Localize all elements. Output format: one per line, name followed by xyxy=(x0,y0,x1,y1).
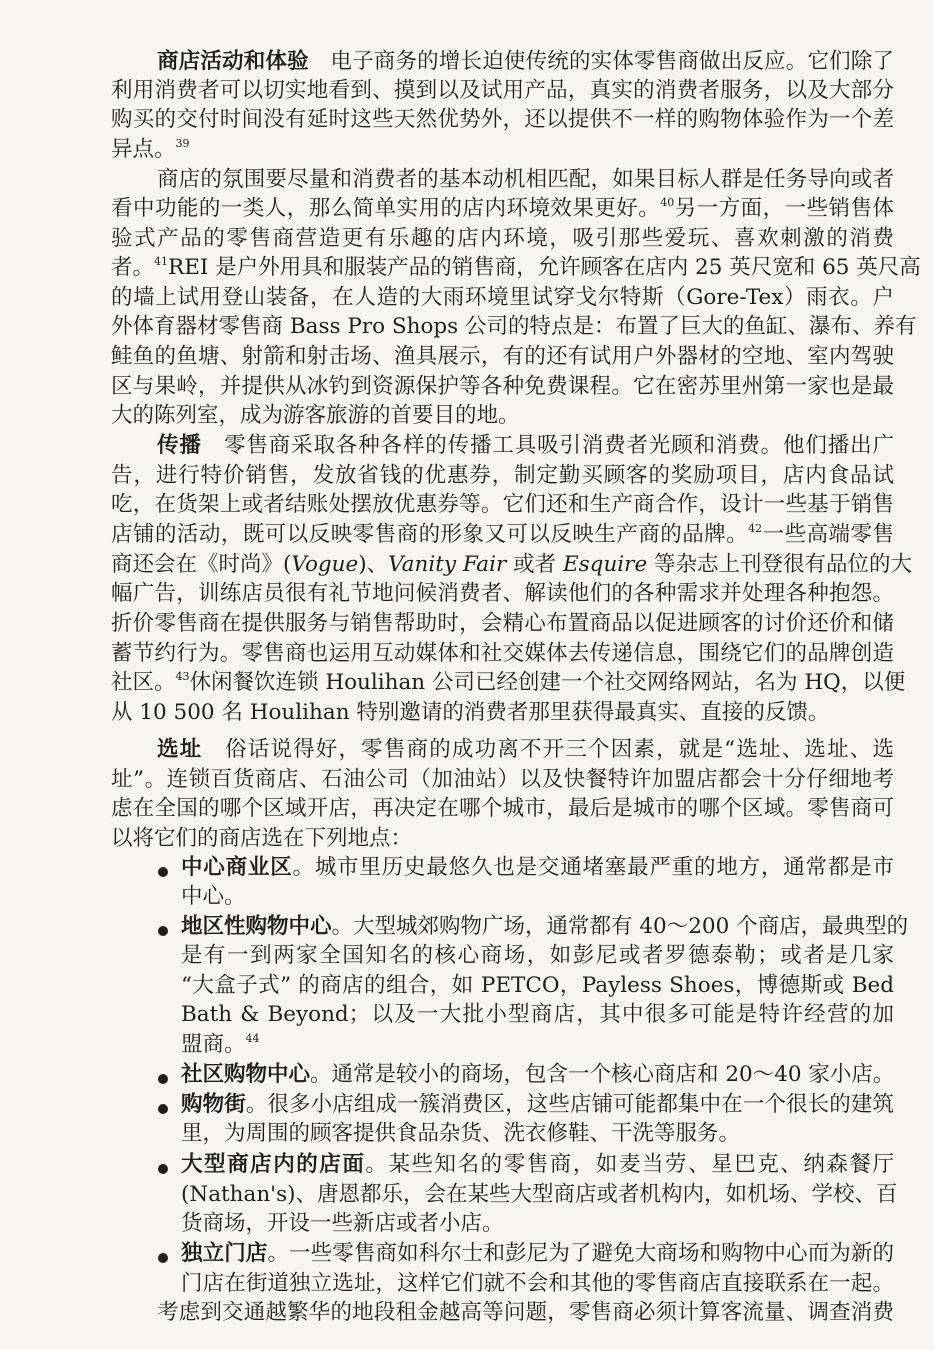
body-text: 中心。 xyxy=(181,884,246,909)
text-line xyxy=(111,284,894,312)
text-line xyxy=(157,1299,894,1327)
body-text: 大的陈列室，成为游客旅游的首要目的地。 xyxy=(111,403,520,428)
body-text: 等杂志上刊登很有品位的大 xyxy=(647,552,913,577)
body-text: 址”。连锁百货商店、石油公司（加油站）以及快餐特许加盟店都会十分仔细地考 xyxy=(111,767,894,792)
bullet-icon xyxy=(158,926,168,936)
body-text: 是有一到两家全国知名的核心商场，如彭尼或者罗德泰勒；或者是几家 xyxy=(181,943,894,968)
section-heading: 地区性购物中心 xyxy=(181,914,332,939)
body-text: 货商场，开设一些新店或者小店。 xyxy=(181,1211,504,1236)
body-text: 的墙上试用登山装备，在人造的大雨环境里试穿戈尔特斯（Gore-Tex）雨衣。户 xyxy=(111,285,894,310)
body-text: 购买的交付时间没有延时这些天然优势外，还以提供不一样的购物体验作为一个差 xyxy=(111,107,894,132)
body-text: 蓄节约行为。零售商也运用互动媒体和社交媒体去传递信息，围绕它们的品牌创造 xyxy=(111,641,894,666)
body-text: 看中功能的一类人，那么简单实用的店内环境效果更好。 xyxy=(111,196,661,221)
list-item-line xyxy=(181,1210,894,1238)
body-text: 。一些零售商如科尔士和彭尼为了避免大商场和购物中心而为新的 xyxy=(267,1241,894,1266)
text-line xyxy=(111,699,894,727)
list-item-line xyxy=(181,913,909,941)
body-text: (Nathan's)、唐恩都乐，会在某些大型商店或者机构内，如机场、学校、百 xyxy=(181,1182,898,1207)
text-line xyxy=(111,313,917,341)
body-text: 或者 xyxy=(506,552,563,577)
body-text: 。城市里历史最悠久也是交通堵塞最严重的地方，通常都是市 xyxy=(292,855,894,880)
body-text: 利用消费者可以切实地看到、摸到以及试用产品，真实的消费者服务，以及大部分 xyxy=(111,78,894,103)
bullet-icon xyxy=(158,1164,168,1174)
list-item-line xyxy=(181,1031,894,1059)
text-line xyxy=(157,432,894,460)
bullet-icon xyxy=(158,1253,168,1263)
body-text: )、 xyxy=(358,552,389,577)
text-line xyxy=(111,106,894,134)
body-text: 店铺的活动，既可以反映零售商的形象又可以反映生产商的品牌。 xyxy=(111,522,749,547)
text-line xyxy=(157,48,894,76)
body-text: 社区。 xyxy=(111,670,176,695)
list-item-line xyxy=(181,1240,894,1268)
body-text: 折价零售商在提供服务与销售帮助时，会精心布置商品以促进顾客的讨价还价和储 xyxy=(111,611,894,636)
footnote-ref: 43 xyxy=(175,670,190,683)
body-text: REI 是户外用具和服装产品的销售商，允许顾客在店内 25 英尺宽和 65 英尺高 xyxy=(168,255,921,280)
body-text: 商店的氛围要尽量和消费者的基本动机相匹配，如果目标人群是任务导向或者 xyxy=(157,167,894,192)
body-text: 一些高端零售 xyxy=(762,522,894,547)
list-item-line xyxy=(181,854,894,882)
section-heading: 选址 xyxy=(157,737,203,762)
italic-title: Vanity Fair xyxy=(388,552,507,577)
text-line xyxy=(111,640,894,668)
body-text: 吃，在货架上或者结账处摆放优惠券等。它们还和生产商合作，设计一些基于销售 xyxy=(111,492,894,517)
body-text: 告，进行特价销售，发放省钱的优惠券，制定勤买顾客的奖励项目，店内食品试 xyxy=(111,463,894,488)
body-text: “大盒子式” 的商店的组合，如 PETCO，Payless Shoes，博德斯或 Bed xyxy=(181,973,894,998)
text-line xyxy=(157,736,894,764)
body-text: 。通常是较小的商场，包含一个核心商店和 20～40 家小店。 xyxy=(310,1062,895,1087)
bullet-icon xyxy=(158,867,168,877)
body-text: 盟商。 xyxy=(181,1032,246,1057)
body-text: 零售商采取各种各样的传播工具吸引消费者光顾和消费。他们播出广 xyxy=(201,433,894,458)
list-item-line xyxy=(181,1120,894,1148)
text-line xyxy=(111,225,894,253)
body-text: 外体育器材零售商 Bass Pro Shops 公司的特点是：布置了巨大的鱼缸、瀑布、养有 xyxy=(111,314,917,339)
body-text: 休闲餐饮连锁 Houlihan 公司已经创建一个社交网络网站，名为 HQ，以便 xyxy=(189,670,906,695)
section-heading: 传播 xyxy=(157,433,202,458)
text-line xyxy=(111,610,894,638)
section-heading: 独立门店 xyxy=(181,1241,268,1266)
list-item-line xyxy=(181,942,894,970)
footnote-ref: 41 xyxy=(154,255,169,268)
body-text: 区与果岭，并提供从冰钓到资源保护等各种免费课程。它在密苏里州第一家也是最 xyxy=(111,374,894,399)
body-text: 验式产品的零售商营造更有乐趣的店内环境，吸引那些爱玩、喜欢刺激的消费 xyxy=(111,226,894,251)
body-text: 电子商务的增长迫使传统的实体零售商做出反应。它们除了 xyxy=(308,49,894,74)
text-line xyxy=(157,166,894,194)
bullet-icon xyxy=(158,1074,168,1084)
body-text: 从 10 500 名 Houlihan 特别邀请的消费者那里获得最真实、直接的反馈。 xyxy=(111,700,830,725)
section-heading: 购物街 xyxy=(181,1092,246,1117)
list-item-line xyxy=(181,1001,894,1029)
list-item-line xyxy=(181,1181,898,1209)
text-line xyxy=(111,766,894,794)
body-text: Bath & Beyond；以及一大批小型商店，其中很多可能是特许经营的加 xyxy=(181,1002,894,1027)
text-line xyxy=(111,373,894,401)
body-text: 。很多小店组成一簇消费区，这些店铺可能都集中在一个很长的建筑 xyxy=(245,1092,894,1117)
body-text: 里，为周围的顾客提供食品杂货、洗衣修鞋、干洗等服务。 xyxy=(181,1121,741,1146)
text-line xyxy=(111,580,894,608)
body-text: 俗话说得好，零售商的成功离不开三个因素，就是“选址、选址、选 xyxy=(202,737,894,762)
text-line xyxy=(111,136,894,164)
footnote-ref: 40 xyxy=(660,196,675,209)
list-item-line xyxy=(181,1061,894,1089)
list-item-line xyxy=(181,883,894,911)
body-text: 。某些知名的零售商，如麦当劳、星巴克、纳森餐厅 xyxy=(365,1152,894,1177)
text-line xyxy=(111,343,894,371)
italic-title: Vogue xyxy=(291,552,359,577)
body-text: 鲑鱼的鱼塘、射箭和射击场、渔具展示，有的还有试用户外器材的空地、室内驾驶 xyxy=(111,344,894,369)
text-line xyxy=(111,402,894,430)
list-item-line xyxy=(181,1091,894,1119)
body-text: 异点。 xyxy=(111,137,176,162)
text-line xyxy=(111,795,894,823)
list-item-line xyxy=(181,1270,894,1298)
text-line xyxy=(111,491,894,519)
text-line xyxy=(111,669,906,697)
list-item-line xyxy=(181,1151,894,1179)
italic-title: Esquire xyxy=(562,552,648,577)
list-item-line xyxy=(181,972,894,1000)
text-line xyxy=(111,77,894,105)
footnote-ref: 42 xyxy=(748,522,763,535)
footnote-ref: 39 xyxy=(175,137,190,150)
section-heading: 大型商店内的店面 xyxy=(181,1152,366,1177)
text-line xyxy=(111,551,913,579)
body-text: 另一方面，一些销售体 xyxy=(674,196,894,221)
text-line xyxy=(111,521,894,549)
body-text: 者。 xyxy=(111,255,155,280)
footnote-ref: 44 xyxy=(245,1032,260,1045)
body-text: 商还会在《时尚》( xyxy=(111,552,292,577)
body-text: 以将它们的商店选在下列地点： xyxy=(111,826,413,851)
text-line xyxy=(111,462,894,490)
body-text: 考虑到交通越繁华的地段租金越高等问题，零售商必须计算客流量、调查消费 xyxy=(157,1300,894,1325)
body-text: 门店在街道独立选址，这样它们就不会和其他的零售商店直接联系在一起。 xyxy=(181,1271,894,1296)
bullet-icon xyxy=(158,1104,168,1114)
text-line xyxy=(111,195,894,223)
section-heading: 社区购物中心 xyxy=(181,1062,311,1087)
body-text: 。大型城郊购物广场，通常都有 40～200 个商店，最典型的 xyxy=(331,914,909,939)
body-text: 幅广告，训练店员很有礼节地问候消费者、解读他们的各种需求并处理各种抱怨。 xyxy=(111,581,894,606)
text-line xyxy=(111,254,921,282)
text-line xyxy=(111,825,894,853)
section-heading: 商店活动和体验 xyxy=(157,49,309,74)
section-heading: 中心商业区 xyxy=(181,855,293,880)
body-text: 虑在全国的哪个区域开店，再决定在哪个城市，最后是城市的哪个区域。零售商可 xyxy=(111,796,894,821)
